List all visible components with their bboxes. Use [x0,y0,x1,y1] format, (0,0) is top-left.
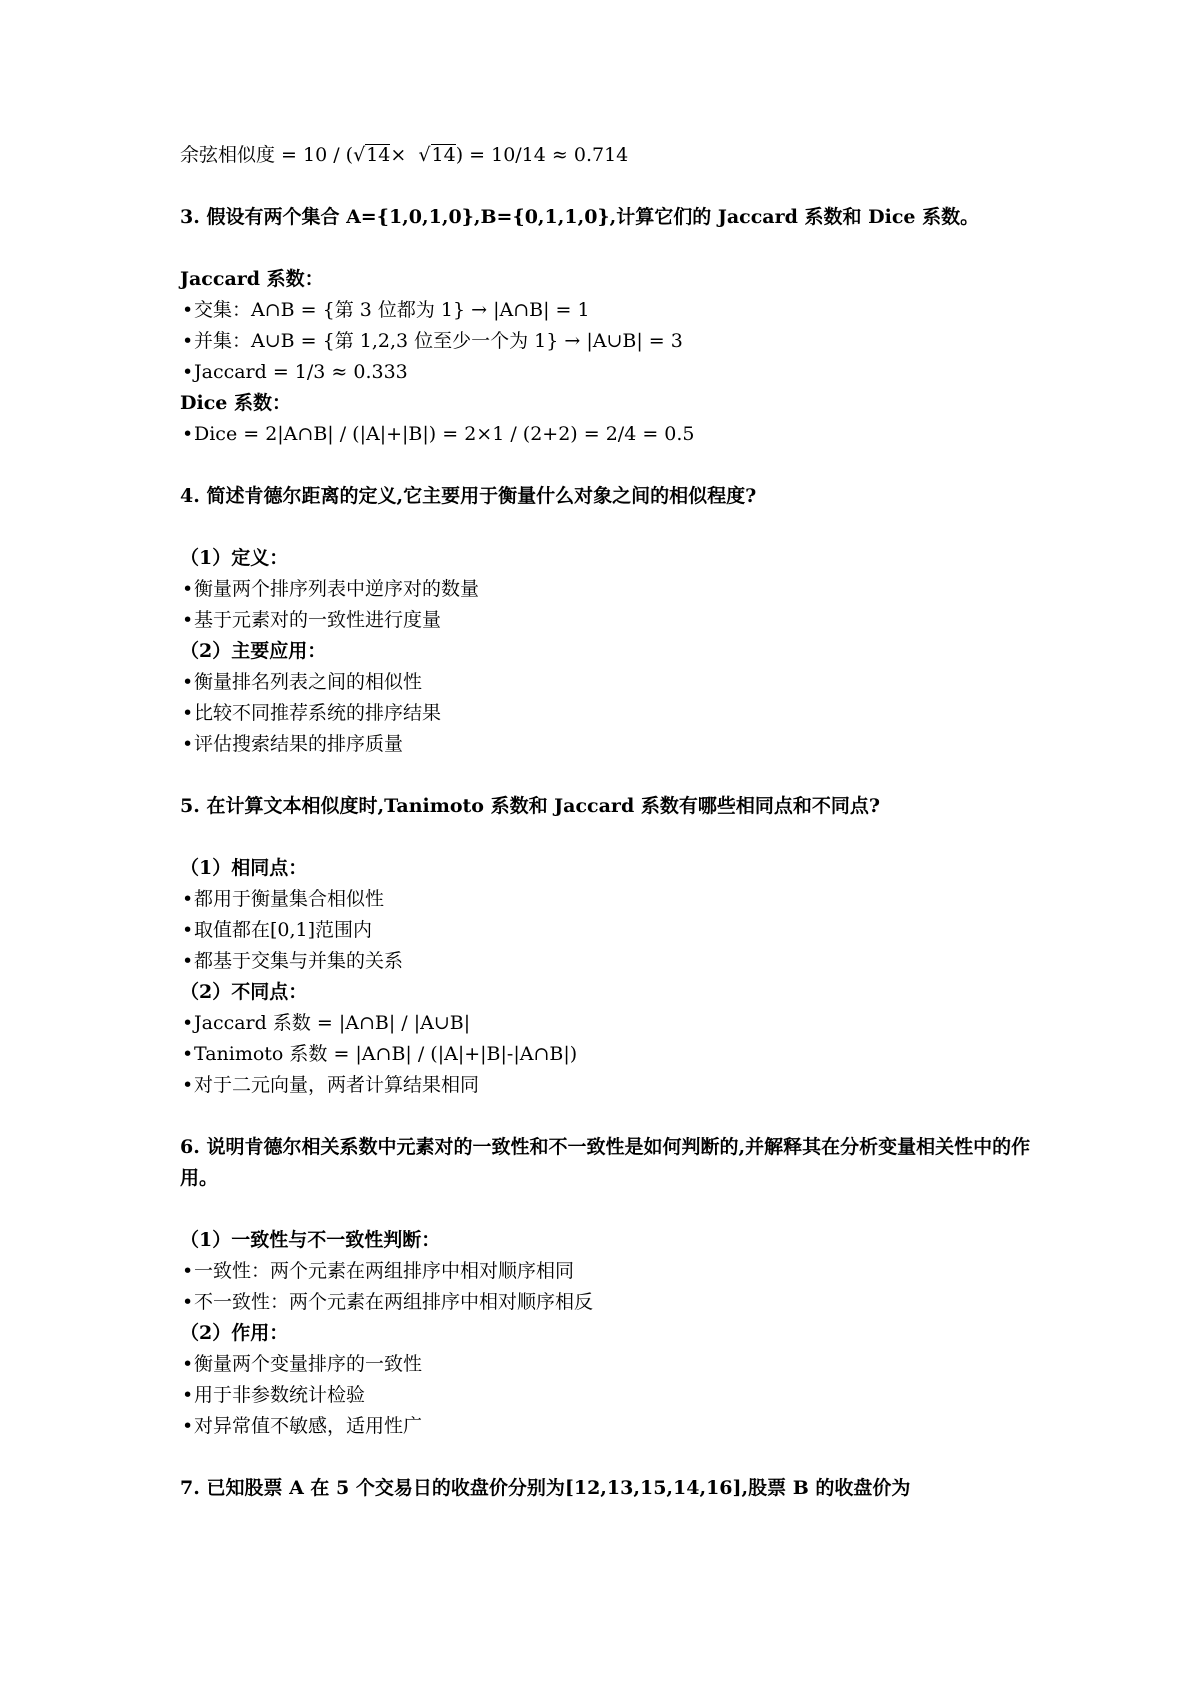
list-item: • 衡量两个排序列表中逆序对的数量 [180,574,1040,605]
list-item: • 基于元素对的一致性进行度量 [180,605,1040,636]
list-item: • 都用于衡量集合相似性 [180,884,1040,915]
sqrt-symbol-2: √ [418,144,431,166]
list-item: • 取值都在[0,1]范围内 [180,915,1040,946]
jaccard-heading: Jaccard 系数： [180,268,324,290]
list-item: • 用于非参数统计检验 [180,1380,1040,1411]
sqrt-symbol: √ [353,144,366,166]
question-7-title: 7. 已知股票 A 在 5 个交易日的收盘价分别为[12,13,15,14,16],股票 B 的收盘价为 [180,1477,911,1499]
section-heading: （1）相同点： [180,857,308,879]
section-heading: （2）作用： [180,1322,289,1344]
section-heading: （1）一致性与不一致性判断： [180,1229,441,1251]
list-item: • Dice = 2|A∩B| / (|A|+|B|) = 2×1 / (2+2) = 2/4 = 0.5 [180,419,1040,450]
section-heading: （2）不同点： [180,981,308,1003]
list-item: • Jaccard 系数 = |A∩B| / |A∪B| [180,1008,1040,1039]
list-item: • 衡量排名列表之间的相似性 [180,667,1040,698]
list-item: • Tanimoto 系数 = |A∩B| / (|A|+|B|-|A∩B|) [180,1039,1040,1070]
question-3-title: 3. 假设有两个集合 A={1,0,1,0},B={0,1,1,0},计算它们的 Jaccard 系数和 Dice 系数。 [180,206,980,228]
list-item: • 比较不同推荐系统的排序结果 [180,698,1040,729]
question-5-title: 5. 在计算文本相似度时,Tanimoto 系数和 Jaccard 系数有哪些相同点和不同点? [180,795,880,817]
section-heading: （2）主要应用： [180,640,327,662]
list-item: • 并集：A∪B = {第 1,2,3 位至少一个为 1} → |A∪B| = 3 [180,326,1040,357]
list-item: • 不一致性：两个元素在两组排序中相对顺序相反 [180,1287,1040,1318]
section-heading: （1）定义： [180,547,289,569]
radicand-2: 14 [431,144,456,166]
list-item: • 评估搜索结果的排序质量 [180,729,1040,760]
question-6-title: 6. 说明肯德尔相关系数中元素对的一致性和不一致性是如何判断的,并解释其在分析变量相关性中的作用。 [180,1136,1031,1189]
list-item: • Jaccard = 1/3 ≈ 0.333 [180,357,1040,388]
list-item: • 都基于交集与并集的关系 [180,946,1040,977]
list-item: • 一致性：两个元素在两组排序中相对顺序相同 [180,1256,1040,1287]
times-symbol: × [390,144,407,166]
document-page [180,140,1040,1504]
cosine-formula-line [180,140,1040,171]
formula-suffix: ) = 10/14 ≈ 0.714 [455,144,629,166]
list-item: • 交集：A∩B = {第 3 位都为 1} → |A∩B| = 1 [180,295,1040,326]
question-4-title: 4. 简述肯德尔距离的定义,它主要用于衡量什么对象之间的相似程度? [180,485,757,507]
list-item: • 对于二元向量，两者计算结果相同 [180,1070,1040,1101]
list-item: • 对异常值不敏感，适用性广 [180,1411,1040,1442]
radicand-1: 14 [366,144,391,166]
list-item: • 衡量两个变量排序的一致性 [180,1349,1040,1380]
formula-prefix: 余弦相似度 = 10 / ( [180,144,354,166]
dice-heading: Dice 系数： [180,392,291,414]
